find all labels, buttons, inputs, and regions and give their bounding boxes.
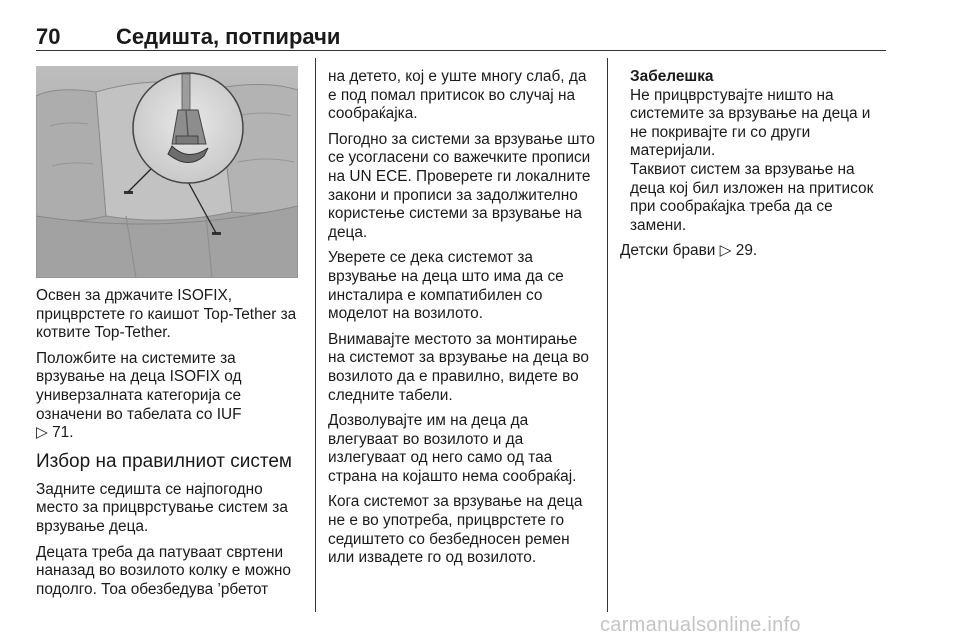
table-page-ref[interactable]: 71. xyxy=(52,424,74,442)
child-locks-page-ref[interactable]: 29. xyxy=(735,242,758,260)
column-1 xyxy=(36,287,308,606)
rear-seats-paragraph: Задните седишта се најпогодно место за прицврстување систем за врзување деца. xyxy=(36,480,288,535)
top-tether-illustration xyxy=(36,66,298,278)
isofix-positions-paragraph xyxy=(36,350,308,443)
header-rule xyxy=(36,50,886,51)
note-title: Забелешка xyxy=(630,68,714,85)
column-2 xyxy=(328,68,598,575)
page-number: 70 xyxy=(36,24,61,49)
note-text-1: Не прицврстувајте ништо на системите за врзување на деца и не покривајте ги со други материјали. xyxy=(630,86,871,160)
compatibility-paragraph: Уверете се дека системот за врзување на деца што има да се инсталира е компатибилен со моделот на возилото. xyxy=(328,249,564,323)
note-box xyxy=(620,68,888,235)
child-locks-reference xyxy=(620,242,888,261)
column-3 xyxy=(620,68,888,268)
watermark: carmanualsonline.info xyxy=(600,614,801,636)
triangle-arrow-icon: ▷ xyxy=(36,424,48,442)
un-ece-paragraph: Погодно за системи за врзување што се усогласени со важечките прописи на UN ECE. Проверете ги локалните закони и прописи за задолжително користење системи за врзување на деца. xyxy=(328,130,595,241)
column-divider-2 xyxy=(607,58,608,612)
rear-facing-paragraph: Децата треба да патуваат свртени наназад во возилото колку е можно подолго. Тоа обезбедува ’рбетот xyxy=(36,543,291,598)
not-in-use-paragraph: Кога системот за врзување на деца не е во употреба, прицврстете го седиштето со безбедносен ремен или извадете го од возилото. xyxy=(328,493,583,567)
mounting-position-paragraph: Внимавајте местото за монтирање на системот за врзување на деца во возилото да е правилно, видете во следните табели. xyxy=(328,330,589,404)
section-heading: Избор на правилниот систем xyxy=(36,450,292,472)
column-divider-1 xyxy=(315,58,316,612)
exit-side-paragraph: Дозволувајте им на деца да влегуваат во возилото и да излегуваат од него само од таа страна на којашто нема сообраќај. xyxy=(328,412,577,485)
spine-paragraph: на детето, кој е уште многу слаб, да е под помал притисок во случај на сообраќајка. xyxy=(328,68,587,123)
page-header xyxy=(0,0,960,60)
note-text-2: Таквиот систем за врзување на деца кој бил изложен на притисок при сообраќајка треба да се замени. xyxy=(630,160,874,234)
isofix-top-tether-paragraph: Освен за држачите ISOFIX, прицврстете го каишот Top-Tether за котвите Top-Tether. xyxy=(36,287,297,342)
triangle-arrow-icon: ▷ xyxy=(719,242,732,260)
isofix-positions-text: Положбите на системите за врзување на деца ISOFIX од универзалната категорија се означени во табелата со IUF xyxy=(36,349,242,423)
page-title: Седишта, потпирачи xyxy=(116,24,341,49)
child-locks-label: Детски брави xyxy=(620,242,716,260)
